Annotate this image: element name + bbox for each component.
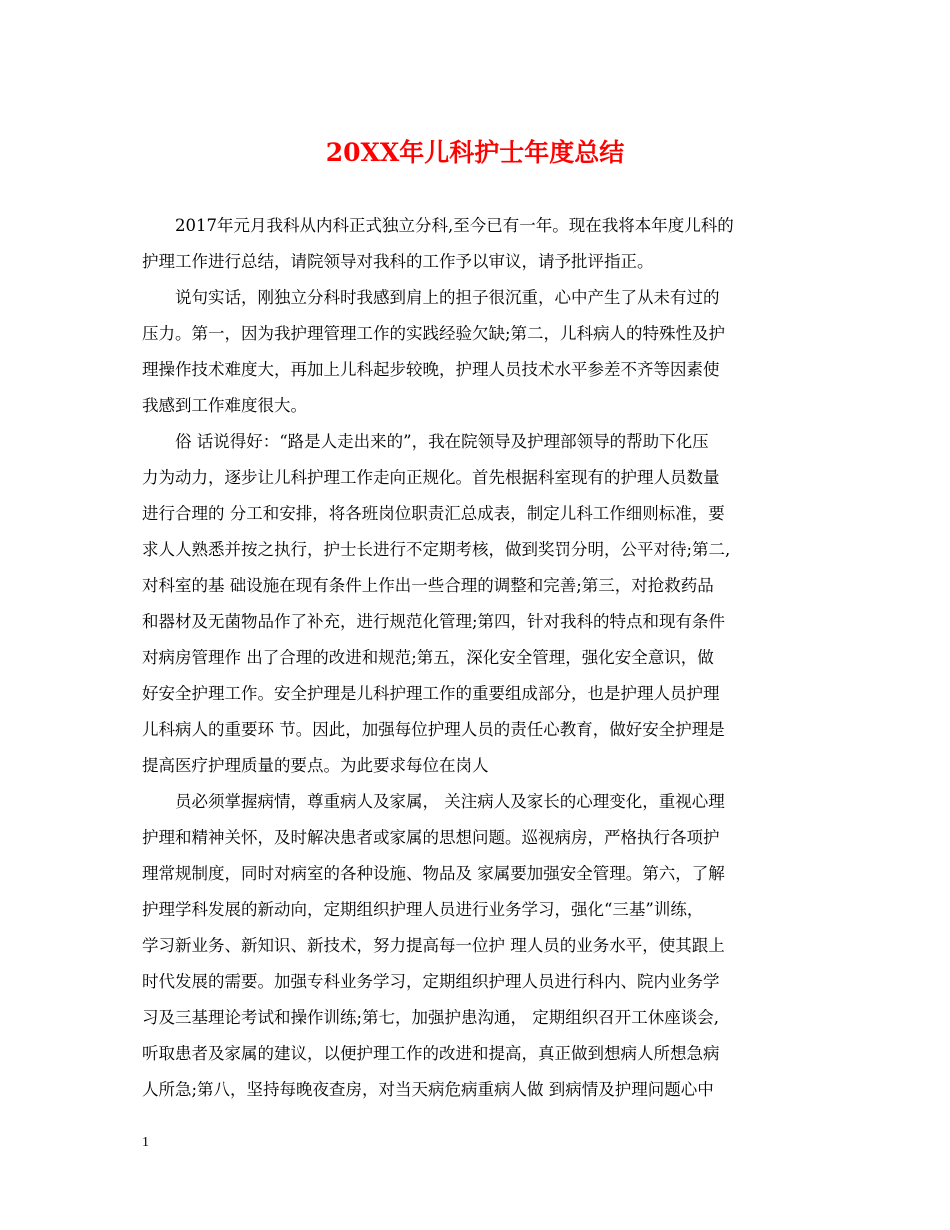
text-line: 儿科病人的重要环 节。因此，加强每位护理人员的责任心教育，做好安全护理是 (142, 720, 725, 739)
text-line: 说句实话，刚独立分科时我感到肩上的担子很沉重，心中产生了从未有过的 (175, 288, 720, 307)
text-line: 时代发展的需要。加强专科业务学习，定期组织护理人员进行科内、院内业务学 (142, 972, 720, 991)
text-line: 人所急;第八，坚持每晚夜查房，对当天病危病重病人做 到病情及护理问题心中 (142, 1080, 714, 1099)
text-line: 理操作技术难度大，再加上儿科起步较晚，护理人员技术水平参差不齐等因素使 (142, 360, 720, 379)
text-line: 护理和精神关怀，及时解决患者或家属的思想问题。巡视病房，严格执行各项护 (142, 828, 720, 847)
text-line: 和器材及无菌物品作了补充，进行规范化管理;第四，针对我科的特点和现有条件 (142, 612, 726, 631)
text-line: 护理工作进行总结，请院领导对我科的工作予以审议，请予批评指正。 (142, 252, 654, 271)
text-line: 对科室的基 础设施在现有条件上作出一些合理的调整和完善;第三，对抢救药品 (142, 576, 714, 595)
text-line: 学习新业务、新知识、新技术，努力提高每一位护 理人员的业务水平，使其跟上 (142, 936, 725, 955)
text-line: 提高医疗护理质量的要点。为此要求每位在岗人 (142, 756, 489, 775)
text-line: 听取患者及家属的建议，以便护理工作的改进和提高，真正做到想病人所想急病 (142, 1044, 720, 1063)
text-line: 进行合理的 分工和安排，将各班岗位职责汇总成表，制定儿科工作细则标准，要 (142, 504, 725, 523)
text-line: 对病房管理作 出了合理的改进和规范;第五，深化安全管理，强化安全意识，做 (142, 648, 714, 667)
text-line: 求人人熟悉并按之执行，护士长进行不定期考核，做到奖罚分明，公平对待;第二, (142, 540, 731, 559)
document-body (142, 208, 822, 1108)
text-line: 员必须掌握病情，尊重病人及家属， 关注病人及家长的心理变化，重视心理 (175, 792, 725, 811)
text-line: 护理学科发展的新动向，定期组织护理人员进行业务学习，强化“三基”训练， (142, 900, 704, 919)
text-line: 2017年元月我科从内科正式独立分科,至今已有一年。现在我将本年度儿科的 (175, 216, 734, 235)
text-line: 压力。第一，因为我护理管理工作的实践经验欠缺;第二，儿科病人的特殊性及护 (142, 324, 726, 343)
text-line: 俗 话说得好：“路是人走出来的”，我在院领导及护理部领导的帮助下化压 (175, 432, 709, 451)
page-number: 1 (142, 1135, 149, 1150)
text-line: 我感到工作难度很大。 (142, 396, 307, 415)
document-title: 20XX年儿科护士年度总结 (325, 138, 625, 167)
text-line: 理常规制度，同时对病室的各种设施、物品及 家属要加强安全管理。第六，了解 (142, 864, 725, 883)
text-line: 好安全护理工作。安全护理是儿科护理工作的重要组成部分，也是护理人员护理 (142, 684, 720, 703)
text-line: 习及三基理论考试和操作训练;第七，加强护患沟通， 定期组织召开工休座谈会, (142, 1008, 720, 1027)
text-line: 力为动力，逐步让儿科护理工作走向正规化。首先根据科室现有的护理人员数量 (142, 468, 720, 487)
